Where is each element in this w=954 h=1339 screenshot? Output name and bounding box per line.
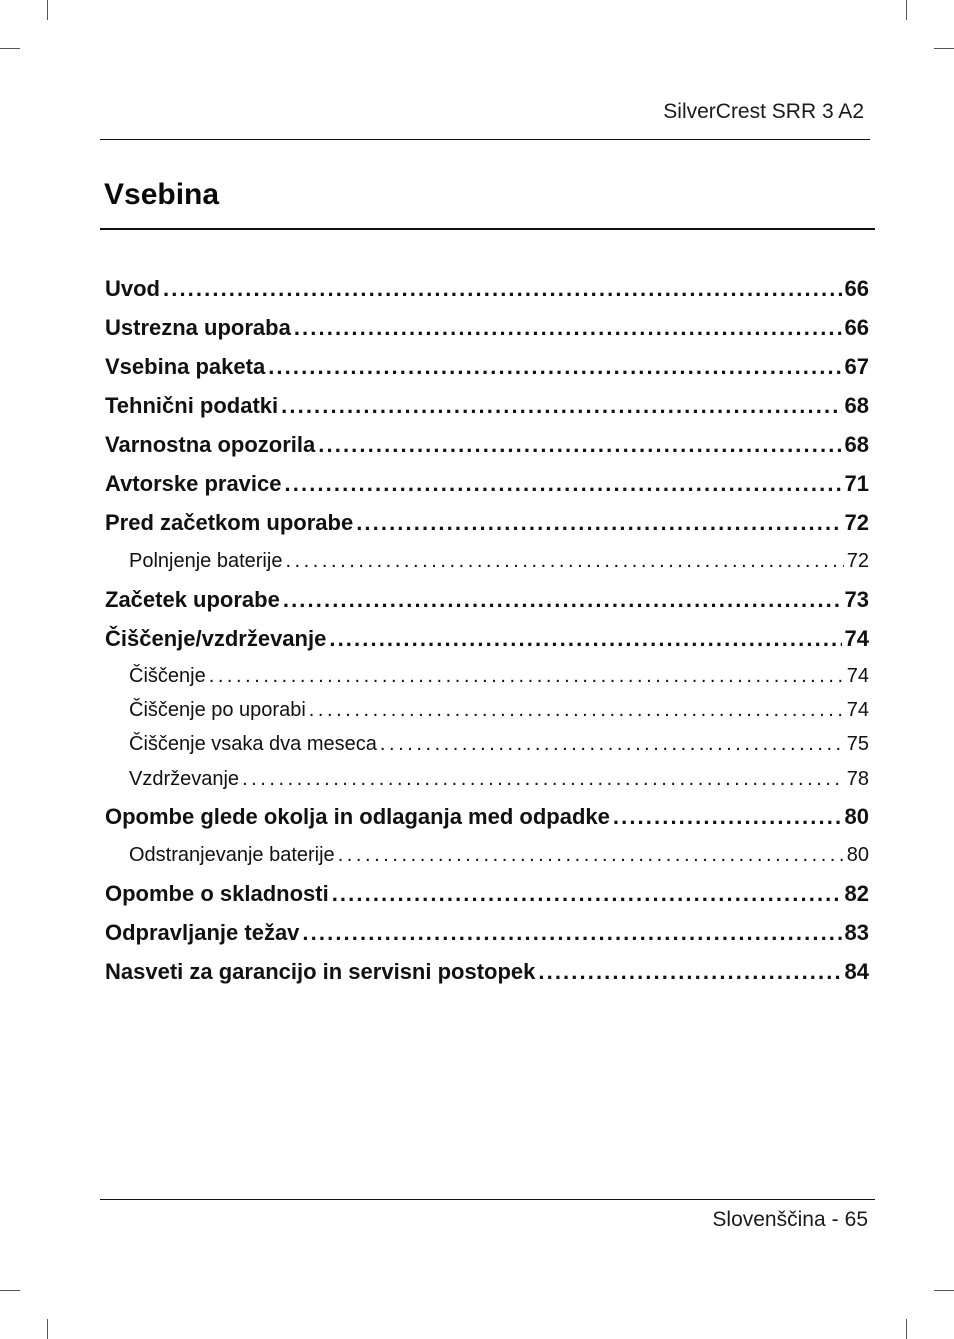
page-footer — [712, 1208, 868, 1232]
crop-mark — [906, 0, 907, 20]
toc-entry-label: Pred začetkom uporabe — [105, 510, 354, 535]
dot-leader — [294, 315, 842, 341]
dot-leader — [163, 276, 842, 302]
crop-mark — [47, 0, 48, 20]
toc-entry-label: Varnostna opozorila — [105, 432, 316, 457]
page-title: Vsebina — [104, 178, 220, 211]
crop-mark — [0, 48, 20, 49]
toc-entry-page: 73 — [844, 587, 869, 612]
toc-entry[interactable] — [105, 804, 869, 830]
toc-entry-label: Vsebina paketa — [105, 354, 266, 379]
toc-entry[interactable] — [105, 393, 869, 419]
toc-entry[interactable] — [105, 315, 869, 341]
toc-entry-page: 74 — [846, 665, 869, 687]
toc-entry[interactable] — [105, 959, 869, 985]
title-divider — [100, 228, 875, 230]
toc-subentry[interactable] — [129, 699, 869, 722]
toc-entry[interactable] — [105, 432, 869, 458]
toc-subentry[interactable] — [129, 733, 869, 756]
toc-subentry[interactable] — [129, 665, 869, 688]
toc-entry-label: Čiščenje vsaka dva meseca — [129, 733, 377, 755]
toc-entry-label: Polnjenje baterije — [129, 550, 283, 572]
toc-entry-page: 74 — [846, 699, 869, 721]
crop-mark — [934, 48, 954, 49]
toc-entry-label: Začetek uporabe — [105, 587, 280, 612]
dot-leader — [309, 699, 844, 722]
toc-entry-page: 75 — [846, 733, 869, 755]
toc-entry-page: 80 — [844, 804, 869, 829]
toc-entry[interactable] — [105, 276, 869, 302]
toc-entry-label: Vzdrževanje — [129, 768, 240, 790]
toc-entry-page: 66 — [844, 276, 869, 301]
dot-leader — [242, 768, 844, 791]
toc-entry-label: Uvod — [105, 276, 160, 301]
toc-entry-page: 80 — [846, 844, 869, 866]
toc-subentry[interactable] — [129, 768, 869, 791]
toc-entry-label: Ustrezna uporaba — [105, 315, 291, 340]
dot-leader — [209, 665, 844, 688]
dot-leader — [268, 354, 841, 380]
toc-entry-label: Čiščenje — [129, 665, 206, 687]
toc-entry-page: 82 — [844, 881, 869, 906]
toc-entry-label: Čiščenje po uporabi — [129, 699, 306, 721]
dot-leader — [380, 733, 844, 756]
toc-entry-label: Odstranjevanje baterije — [129, 844, 335, 866]
footer-language: Slovenščina — [712, 1208, 826, 1231]
dot-leader — [318, 432, 841, 458]
toc-entry-page: 72 — [846, 550, 869, 572]
toc-subentry[interactable] — [129, 550, 869, 573]
toc-entry-label: Avtorske pravice — [105, 471, 282, 496]
toc-entry[interactable] — [105, 354, 869, 380]
footer-separator: - — [831, 1208, 839, 1231]
dot-leader — [285, 471, 842, 497]
crop-mark — [934, 1290, 954, 1291]
dot-leader — [338, 844, 844, 867]
crop-mark — [0, 1290, 20, 1291]
dot-leader — [283, 587, 842, 613]
dot-leader — [285, 550, 843, 573]
toc-entry-page: 68 — [844, 393, 869, 418]
dot-leader — [613, 804, 842, 830]
header-divider — [100, 139, 870, 140]
toc-subentry[interactable] — [129, 844, 869, 867]
toc-entry-page: 72 — [844, 510, 869, 535]
toc-entry-page: 67 — [844, 354, 869, 379]
toc-entry-label: Čiščenje/vzdrževanje — [105, 626, 327, 651]
toc-entry[interactable] — [105, 587, 869, 613]
toc-entry-label: Opombe glede okolja in odlaganja med odpadke — [105, 804, 610, 829]
toc-entry-page: 68 — [844, 432, 869, 457]
toc-entry-page: 66 — [844, 315, 869, 340]
toc-entry-label: Opombe o skladnosti — [105, 881, 329, 906]
toc-entry-label: Odpravljanje težav — [105, 920, 300, 945]
toc-entry[interactable] — [105, 471, 869, 497]
toc-entry-page: 83 — [844, 920, 869, 945]
toc-entry[interactable] — [105, 510, 869, 536]
toc-entry[interactable] — [105, 920, 869, 946]
toc-entry-label: Tehnični podatki — [105, 393, 279, 418]
page-number: 65 — [844, 1208, 868, 1231]
crop-mark — [47, 1319, 48, 1339]
toc-entry-label: Nasveti za garancijo in servisni postopek — [105, 959, 536, 984]
crop-mark — [906, 1319, 907, 1339]
toc-entry-page: 71 — [844, 471, 869, 496]
toc-entry-page: 84 — [844, 959, 869, 984]
page-header-product: SilverCrest SRR 3 A2 — [663, 100, 864, 123]
dot-leader — [302, 920, 841, 946]
toc-entry-page: 74 — [844, 626, 869, 651]
dot-leader — [329, 626, 841, 652]
dot-leader — [356, 510, 841, 536]
toc-entry-page: 78 — [846, 768, 869, 790]
dot-leader — [332, 881, 842, 907]
dot-leader — [538, 959, 841, 985]
toc-entry[interactable] — [105, 626, 869, 652]
footer-divider — [100, 1199, 875, 1200]
dot-leader — [281, 393, 841, 419]
toc-entry[interactable] — [105, 881, 869, 907]
